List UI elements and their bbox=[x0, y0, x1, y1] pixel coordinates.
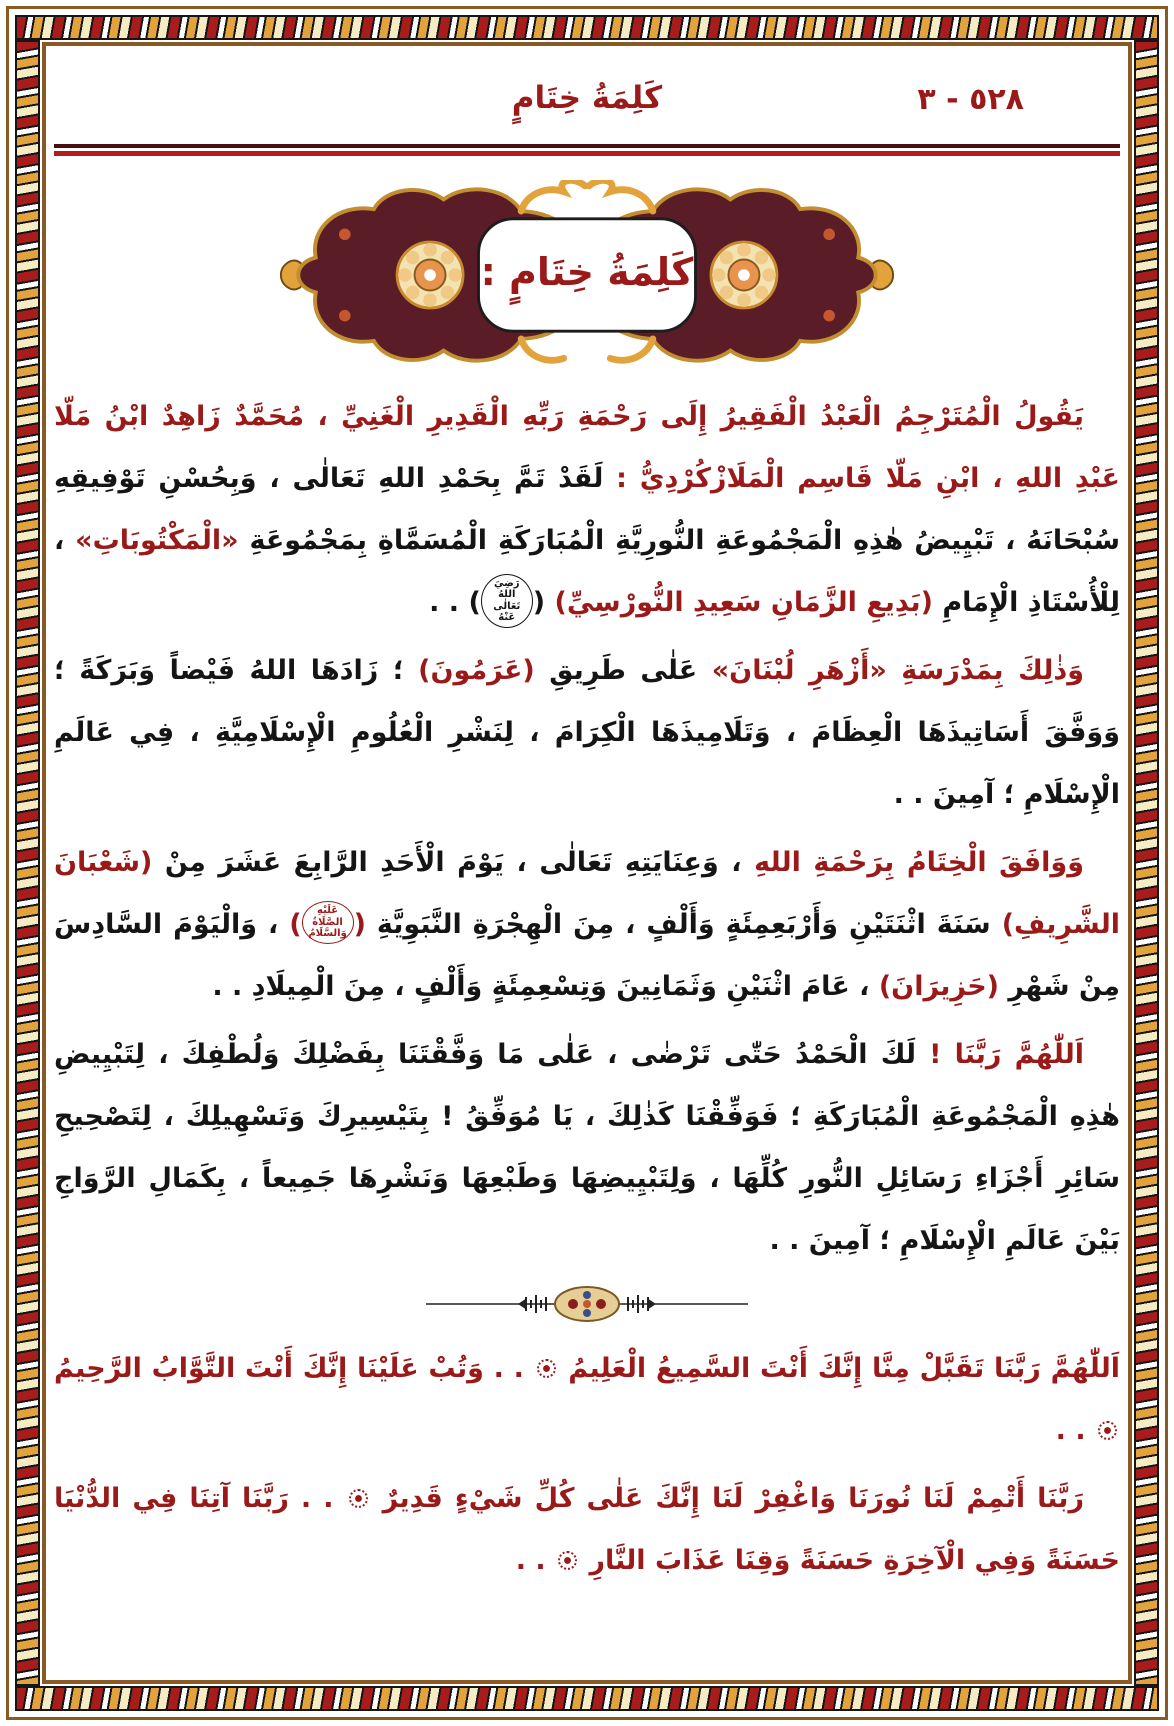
paragraph bbox=[54, 1468, 1120, 1592]
text-run: اَللّٰهُمَّ رَبَّنَا تَقَبَّلْ مِنَّا إِنَّكَ أَنْتَ السَّمِيعُ الْعَلِيمُ bbox=[558, 1353, 1120, 1384]
text-run: ( bbox=[353, 909, 366, 940]
aya-rosette-icon bbox=[1098, 1421, 1117, 1440]
text-run: عَلٰى طَرِيقِ bbox=[534, 655, 698, 686]
aya-rosette-icon bbox=[349, 1489, 368, 1508]
text-run: (شَعْبَانَ الشَّرِيفِ) bbox=[54, 847, 1120, 940]
honorific-seal: رَضِيَ اللهُ تَعَالٰى عَنْهُ bbox=[481, 574, 533, 628]
text-run: (حَزِيرَانَ) bbox=[878, 971, 999, 1002]
text-run: اَللّٰهُمَّ رَبَّنَا ! bbox=[915, 1039, 1084, 1070]
text-run: رَبَّنَا أَتْمِمْ لَنَا نُورَنَا وَاغْفِرْ لَنَا إِنَّكَ عَلٰى كُلِّ شَيْءٍ قَدِيرٌ bbox=[370, 1483, 1084, 1514]
text-run: ؛ زَادَهَا اللهُ فَيْضاً وَبَرَكَةً ؛ وَوَفَّقَ أَسَاتِيذَهَا الْعِظَامَ ، وَتَلَامِيذَهَا الْكِرَامَ ، لِنَشْرِ الْعُلُومِ الْإِسْلَامِيَّةِ ، فِي عَالَمِ الْإِسْلَامِ ؛ آمِينَ . . bbox=[54, 655, 1120, 810]
text-run: لَكَ الْحَمْدُ حَتّٰى تَرْضٰى ، عَلٰى مَا وَفَّقْتَنَا بِفَضْلِكَ وَلُطْفِكَ ، لِتَبْيِيضِ هٰذِهِ الْمَجْمُوعَةِ الْمُبَارَكَةِ ؛ فَوَفِّقْنَا كَذٰلِكَ ، يَا مُوَفِّقُ ! بِتَيْسِيرِكَ وَتَسْهِيلِكَ ، لِتَصْحِيحِ سَائِرِ أَجْزَاءِ رَسَائِلِ النُّورِ كُلِّهَا ، وَلِتَبْيِيضِهَا وَطَبْعِهَا وَنَشْرِهَا جَمِيعاً ، بِكَمَالِ الرَّوَاجِ بَيْنَ عَالَمِ الْإِسْلَامِ ؛ آمِينَ . . bbox=[54, 1039, 1120, 1256]
aya-rosette-icon bbox=[537, 1359, 556, 1378]
text-run: ) bbox=[289, 909, 302, 940]
body-content bbox=[54, 386, 1120, 1592]
page-number: ٥٢٨ - ٣ bbox=[917, 82, 1024, 117]
page-content bbox=[54, 46, 1120, 1680]
text-run: ، وَالْيَوْمَ السَّادِسَ مِنْ شَهْرِ bbox=[54, 909, 1120, 1002]
header-rule-red bbox=[54, 151, 1120, 156]
text-run: يَقُولُ الْمُتَرْجِمُ الْعَبْدُ الْفَقِيرُ إِلَى رَحْمَةِ رَبِّهِ الْقَدِيرِ الْغَنِيِّ ، مُحَمَّدٌ زَاهِدٌ ابْنُ مَلّا عَبْدِ اللهِ ، ابْنِ مَلّا قَاسِم الْمَلَازْكُرْدِيُّ : bbox=[54, 401, 1120, 494]
text-run: وَوَافَقَ الْخِتَامُ بِرَحْمَةِ اللهِ bbox=[741, 847, 1084, 878]
text-run: ( bbox=[532, 587, 546, 618]
honorific-seal: عَلَيْهِ الصَّلَاةُ وَالسَّلَامُ bbox=[302, 901, 354, 944]
header-rule-dark bbox=[54, 144, 1120, 148]
text-run: . . رَبَّنَا آتِنَا فِي الدُّنْيَا حَسَنَةً وَفِي الْآخِرَةِ حَسَنَةً وَقِنَا عَذَابَ النَّارِ bbox=[54, 1483, 1120, 1576]
paragraph bbox=[54, 1024, 1120, 1272]
text-run: ، وَعِنَايَتِهِ تَعَالٰى ، يَوْمَ الْأَحَدِ الرَّابِعَ عَشَرَ مِنْ bbox=[152, 847, 742, 878]
text-run: ، لِلْأُسْتَاذِ الْإِمَامِ bbox=[54, 525, 1120, 618]
text-run: «الْمَكْتُوبَاتِ» bbox=[75, 525, 239, 556]
decorative-border-top bbox=[15, 15, 1159, 40]
text-run: ) . . bbox=[429, 587, 481, 618]
ornament-cartouche bbox=[277, 180, 897, 370]
divider-ornament-icon bbox=[422, 1284, 752, 1324]
text-run: . . وَتُبْ عَلَيْنَا إِنَّكَ أَنْتَ التَّوَّابُ الرَّحِيمُ bbox=[54, 1353, 534, 1384]
paragraph bbox=[54, 640, 1120, 826]
text-run: ، عَامَ اثْنَيْنِ وَثَمَانِينَ وَتِسْعِمِئَةٍ وَأَلْفٍ ، مِنَ الْمِيلَادِ . . bbox=[212, 971, 879, 1002]
page-header bbox=[54, 80, 1120, 136]
paragraph bbox=[54, 1338, 1120, 1462]
ornament-title: كَلِمَةُ خِتَامٍ : bbox=[480, 250, 694, 294]
paragraph bbox=[54, 386, 1120, 634]
text-run: . . bbox=[1055, 1415, 1095, 1446]
decorative-border-bottom bbox=[15, 1686, 1159, 1711]
page-title: كَلِمَةُ خِتَامٍ bbox=[511, 80, 663, 116]
paragraph bbox=[54, 832, 1120, 1018]
text-run: (عَرَمُونَ) bbox=[418, 655, 535, 686]
aya-rosette-icon bbox=[558, 1551, 577, 1570]
text-run: وَذٰلِكَ بِمَدْرَسَةِ «أَزْهَرِ لُبْنَانَ» bbox=[697, 655, 1084, 686]
decorative-border-left bbox=[15, 40, 40, 1686]
decorative-border-right bbox=[1134, 40, 1159, 1686]
text-run: (بَدِيعِ الزَّمَانِ سَعِيدِ النُّورْسِيِّ) bbox=[545, 587, 933, 618]
text-run: لَقَدْ تَمَّ بِحَمْدِ اللهِ تَعَالٰى ، وَبِحُسْنِ تَوْفِيقِهِ سُبْحَانَهُ ، تَبْيِيضُ هٰذِهِ الْمَجْمُوعَةِ النُّورِيَّةِ الْمُبَارَكَةِ الْمُسَمَّاةِ بِمَجْمُوعَةِ bbox=[54, 463, 1120, 556]
text-run: سَنَةَ اثْنَتَيْنِ وَأَرْبَعِمِئَةٍ وَأَلْفٍ ، مِنَ الْهِجْرَةِ النَّبَوِيَّةِ bbox=[365, 909, 1002, 940]
text-run: . . bbox=[515, 1545, 556, 1576]
section-divider bbox=[54, 1284, 1120, 1328]
